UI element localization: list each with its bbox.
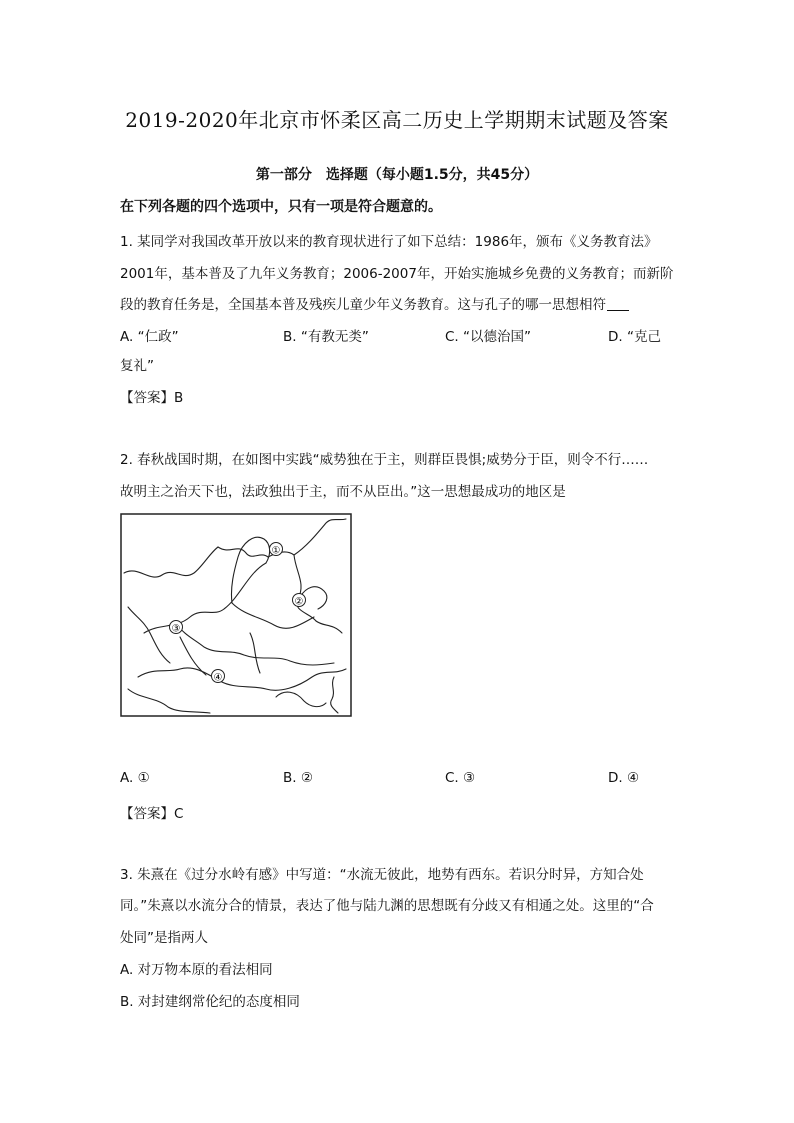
q2-option-c: C. ③ (445, 770, 476, 786)
q2-option-a: A. ① (120, 770, 150, 786)
q2-answer: 【答案】C (120, 806, 184, 822)
q1-line-2: 2001年，基本普及了九年义务教育；2006-2007年，开始实施城乡免费的义务教育；而新阶 (120, 266, 674, 282)
map-label-2: ② (294, 596, 304, 608)
ancient-china-map (120, 513, 352, 717)
q3-line-3: 处同”是指两人 (120, 930, 208, 946)
q1-line-3 (120, 293, 629, 313)
q3-option-b: B. 对封建纲常伦纪的态度相同 (120, 994, 300, 1010)
q3-line-1: 3. 朱熹在《过分水岭有感》中写道：“水流无彼此，地势有西东。若识分时异，方知合处 (120, 867, 644, 883)
map-label-4: ④ (213, 672, 223, 684)
section-heading: 第一部分 选择题（每小题1.5分，共45分） (255, 167, 539, 183)
q1-option-a: A. “仁政” (120, 329, 179, 345)
map-label-3: ③ (171, 623, 181, 635)
q1-line-3-text: 段的教育任务是，全国基本普及残疾儿童少年义务教育。这与孔子的哪一思想相符 (120, 297, 606, 313)
q3-option-a: A. 对万物本原的看法相同 (120, 962, 273, 978)
q1-option-c: C. “以德治国” (445, 329, 531, 345)
q1-option-d-continued: 复礼” (120, 358, 154, 374)
q2-option-b: B. ② (283, 770, 313, 786)
q2-option-d: D. ④ (608, 770, 640, 786)
map-label-1: ① (271, 545, 281, 557)
q1-option-b: B. “有教无类” (283, 329, 369, 345)
q2-line-1: 2. 春秋战国时期，在如图中实践“威势独在于主，则群臣畏惧;威势分于臣，则令不行…… (120, 452, 649, 468)
q2-line-2: 故明主之治天下也，法政独出于主，而不从臣出。”这一思想最成功的地区是 (120, 484, 566, 500)
q1-answer: 【答案】B (120, 390, 184, 406)
q1-line-1: 1. 某同学对我国改革开放以来的教育现状进行了如下总结：1986年，颁布《义务教育法》 (120, 234, 658, 250)
q3-line-2: 同。”朱熹以水流分合的情景，表达了他与陆九渊的思想既有分歧又有相通之处。这里的“合 (120, 898, 654, 914)
answer-blank (607, 296, 629, 311)
instructions: 在下列各题的四个选项中，只有一项是符合题意的。 (120, 199, 442, 215)
q1-option-d: D. “克己 (608, 329, 661, 345)
page-title: 2019-2020年北京市怀柔区高二历史上学期期末试题及答案 (125, 108, 669, 132)
